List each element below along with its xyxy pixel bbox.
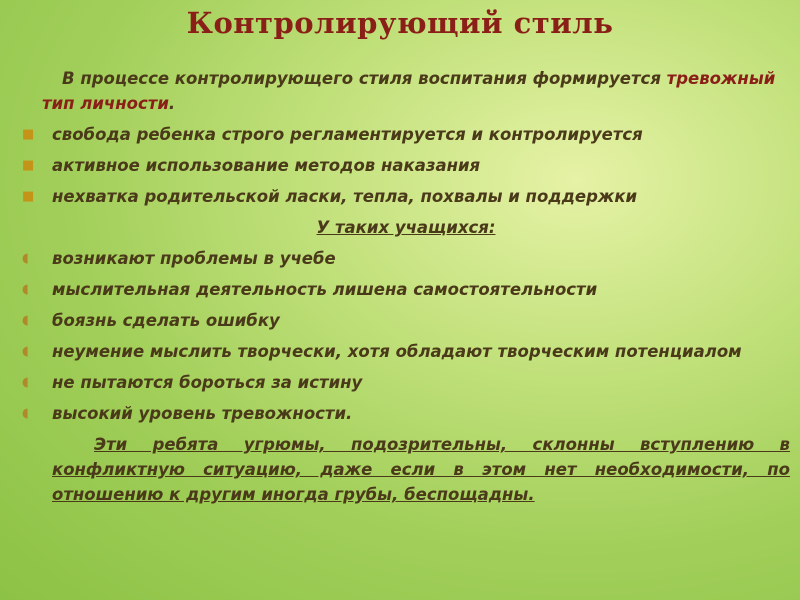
list-item-text: высокий уровень тревожности. xyxy=(52,404,353,423)
round-bullet-icon: ◖ xyxy=(22,282,29,297)
round-bullet-icon: ◖ xyxy=(22,344,29,359)
list-item xyxy=(22,122,790,147)
list-item-text: возникают проблемы в учебе xyxy=(52,249,336,268)
list-item-text: мыслительная деятельность лишена самостоятельности xyxy=(52,280,598,299)
list-item xyxy=(22,184,790,209)
square-bullet-icon: ■ xyxy=(22,158,35,173)
list-item-text: активное использование методов наказания xyxy=(52,156,481,175)
list-item-text: не пытаются бороться за истину xyxy=(52,373,363,392)
intro-text: В процессе контролирующего стиля воспитания формируется xyxy=(62,69,667,88)
list-item-text: свобода ребенка строго регламентируется и контролируется xyxy=(52,125,643,144)
intro-end: . xyxy=(168,94,176,113)
list-item xyxy=(22,246,790,271)
list-item xyxy=(22,277,790,302)
list-item-text: боязнь сделать ошибку xyxy=(52,311,280,330)
square-bullet-icon: ■ xyxy=(22,127,35,142)
slide-title: Контролирующий стиль xyxy=(186,6,614,40)
closing-paragraph: Эти ребята угрюмы, подозрительны, склонны вступлению в конфликтную ситуацию, даже если в этом нет необходимости, по отношению к другим иногда грубы, беспощадны. xyxy=(52,435,790,504)
list-item xyxy=(22,339,790,364)
round-bullet-icon: ◖ xyxy=(22,375,29,390)
round-bullet-icon: ◖ xyxy=(22,251,29,266)
round-bullet-icon: ◖ xyxy=(22,406,29,421)
list-item-text: неумение мыслить творчески, хотя обладают творческим потенциалом xyxy=(52,342,742,361)
slide-body xyxy=(22,66,790,524)
intro-highlight: тревожный тип личности xyxy=(42,69,776,113)
list-item xyxy=(22,308,790,333)
subheading: У таких учащихся: xyxy=(316,218,496,237)
square-bullet-icon: ■ xyxy=(22,189,35,204)
list-item xyxy=(22,401,790,426)
list-item-text: нехватка родительской ласки, тепла, похвалы и поддержки xyxy=(52,187,638,206)
list-item xyxy=(22,153,790,178)
intro-paragraph xyxy=(22,66,790,116)
round-bullet-icon: ◖ xyxy=(22,313,29,328)
list-item xyxy=(22,370,790,395)
